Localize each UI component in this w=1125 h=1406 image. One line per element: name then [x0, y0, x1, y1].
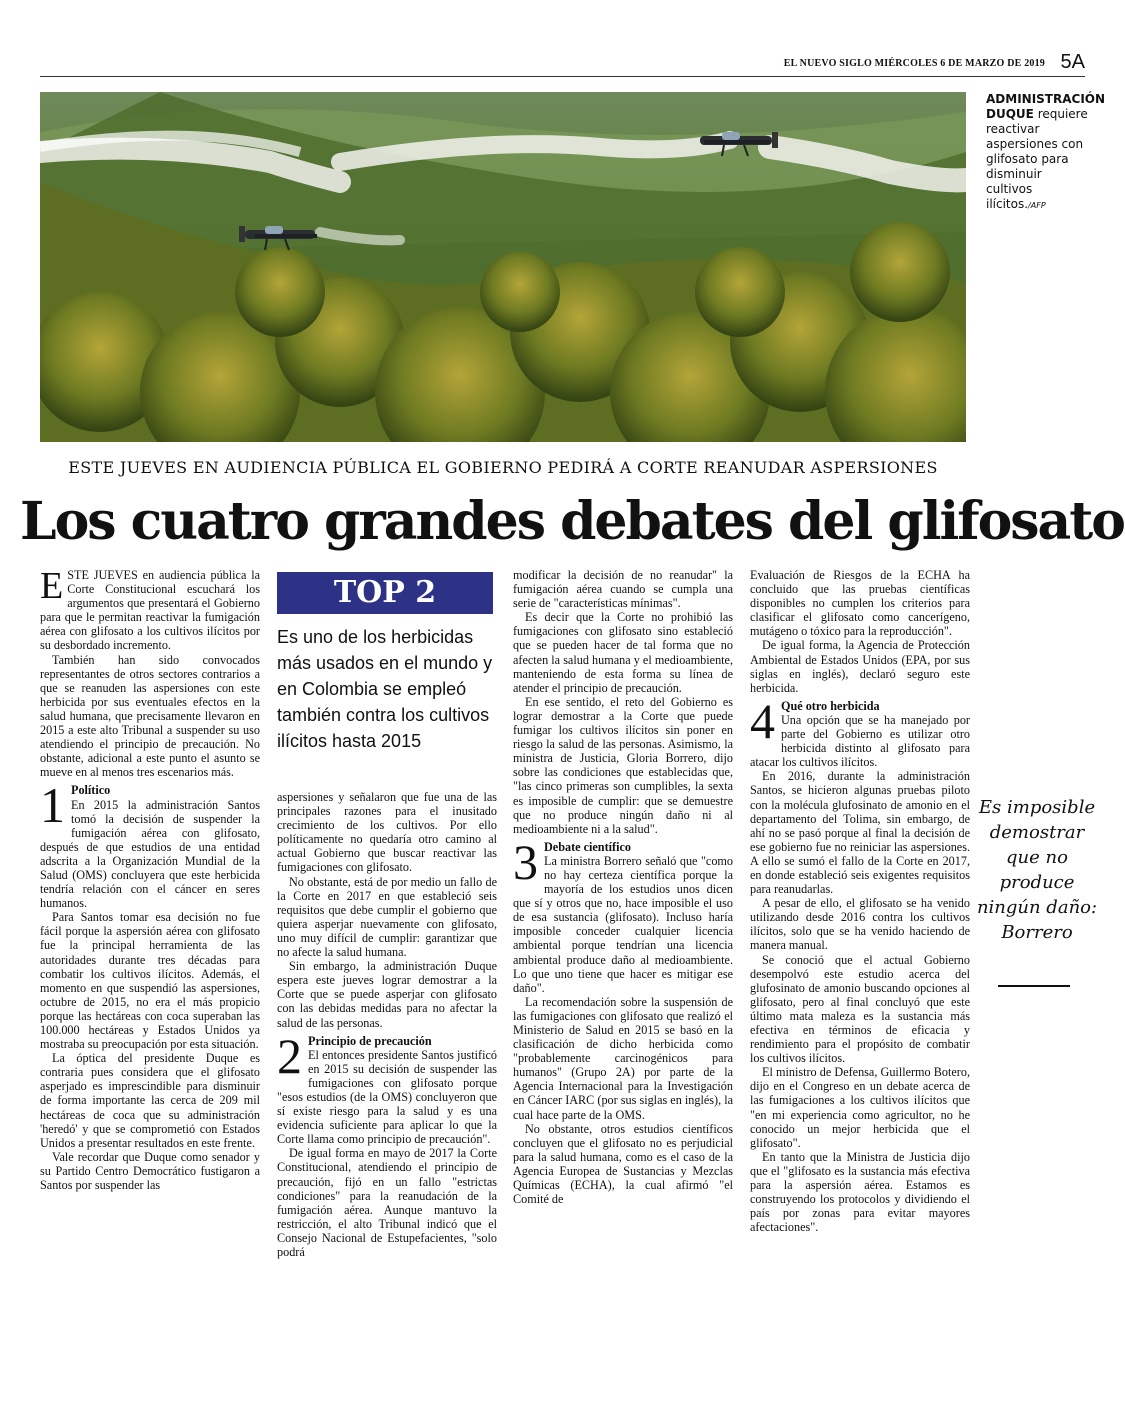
paragraph: En 2015 la administración Santos tomó la decisión de suspender la fumigación aérea con glifosato, después de que estudios de una entidad adscrita a la Organización Mundial de la Salud (OMS) concluyera que este herbicida tendría relación con el cáncer en seres humanos.	[40, 797, 260, 911]
photo-caption	[986, 92, 1106, 213]
paragraph: La recomendación sobre la suspensión de las fumigaciones con glifosato que realizó el Ministerio de Salud en 2015 se basó en la clasificación de dicho herbicida como "probablemente carcinogénicos para humanos" (Grupo 2A) por parte de la Agencia Internacional para la Investigación en Cáncer IARC (por sus siglas en inglés), la cual hace parte de la OMS.	[513, 994, 733, 1122]
intro-text: STE JUEVES en audiencia pública la Corte Constitucional escuchará los argumentos que presentará el Gobierno para que le permitan reactivar la fumigación aérea con glifosato a los cultivos ilícitos por su desbordado incremento.	[40, 568, 260, 653]
section-title: Debate científico	[544, 839, 631, 854]
aircraft-spraying-photo	[40, 92, 966, 442]
headline: Los cuatro grandes debates del glifosato	[20, 491, 1124, 552]
paragraph: No obstante, otros estudios científicos concluyen que el glifosato no es perjudicial para la salud humana, como es el caso de la Agencia Europea de Sustancias y Mezclas Químicas (ECHA), la cual afirmó "el Comité de	[513, 1121, 733, 1207]
paragraph: aspersiones y señalaron que fue una de las principales razones para el inusitado crecimiento de los cultivos. Por ello políticamente no quedaría otro camino al actual Gobierno que buscar reactivar las fumigaciones con glifosato.	[277, 790, 497, 875]
section-number: 4	[750, 692, 775, 749]
paragraph: Vale recordar que Duque como senador y su Partido Centro Democrático fustigaron a Santos por suspender las	[40, 1149, 260, 1193]
paragraph: A pesar de ello, el glifosato se ha venido utilizando desde 2016 contra los cultivos ilícitos, solo que se ha venido haciendo de manera manual.	[750, 896, 970, 953]
section-1	[40, 777, 260, 911]
paragraph: Sin embargo, la administración Duque espera este jueves lograr demostrar a la Corte que se puede asperjar con glifosato con las debidas medidas para no afectar la salud de las personas.	[277, 959, 497, 1030]
paragraph: La óptica del presidente Duque es contraria pues considera que el glifosato asperjado es imprescindible para disminuir de forma importante las cerca de 209 mil hectáreas de coca que su administración 'heredó' y que se comprometió con Estados Unidos a presentar resultados en este frente.	[40, 1051, 260, 1150]
page-number: 5A	[1060, 51, 1085, 73]
paper-date: EL NUEVO SIGLO MIÉRCOLES 6 DE MARZO DE 2019	[783, 58, 1045, 69]
paragraph: Es decir que la Corte no prohibió las fumigaciones con glifosato sino estableció que se pueden hacer de tal forma que no afecten la salud humana y el medioambiente, manteniendo de esta forma su línea de atender el principio de precaución.	[513, 610, 733, 695]
paragraph: El entonces presidente Santos justificó en 2015 su decisión de suspender las fumigaciones con glifosato porque "esos estudios (de la OMS) concluyeron que sí existe riesgo para la salud y es una evidencia suficiente para aplicar lo que la Corte llama como principio de precaución".	[277, 1047, 497, 1147]
pull-quote-rule	[998, 985, 1070, 987]
top2-badge: TOP 2	[277, 572, 493, 614]
paragraph: De igual forma en mayo de 2017 la Corte Constitucional, atendiendo el principio de precaución, fijó en un fallo "estrictas condiciones" para la reanudación de la fumigación aérea. Aunque mantuvo la restricción, el alto Tribunal indicó que el Consejo Nacional de Estupefacientes, "solo podrá	[277, 1146, 497, 1259]
paragraph: No obstante, está de por medio un fallo de la Corte en 2017 en que estableció seis requisitos que debe cumplir el gobierno que quiera asperjar nuevamente con glifosato, uno muy difícil de cumplir: garantizar que no afecte la salud humana.	[277, 874, 497, 960]
pull-quote: Es imposible demostrar que no produce ningún daño: Borrero	[976, 797, 1098, 943]
section-number: 3	[513, 833, 538, 890]
section-number: 2	[277, 1027, 302, 1084]
kicker: ESTE JUEVES EN AUDIENCIA PÚBLICA EL GOBIERNO PEDIRÁ A CORTE REANUDAR ASPERSIONES	[68, 458, 938, 477]
top2-text: Es uno de los herbicidas más usados en el mundo y en Colombia se empleó también contra los cultivos ilícitos hasta 2015	[277, 627, 493, 751]
section-number: 1	[40, 777, 65, 834]
paragraph: En 2016, durante la administración Santos, se hicieron algunas pruebas piloto con la molécula glufosinato de amonio en el departamento del Tolima, sin embargo, de ahí no se pasó porque al final la decisión de ese gobierno fue no reiniciar las aspersiones. A ello se sumó el fallo de la Corte en 2017, en donde estableció seis exigentes requisitos para reanudarlas.	[750, 769, 970, 897]
lead-photo	[40, 92, 966, 442]
section-title: Político	[71, 783, 111, 798]
column-3	[513, 568, 733, 1206]
paragraph: Para Santos tomar esa decisión no fue fácil porque la aspersión aérea con glifosato fue la principal herramienta de las autoridades durante tres décadas para combatir los cultivos ilícitos. Además, el momento en que suspendió las aspersiones, octubre de 2015, no era el más propicio porque las hectáreas con coca superaban las 100.000 hectáreas y Estados Unidos ya mostraba su preocupación por esta situación.	[40, 910, 260, 1052]
paragraph: También han sido convocados representantes de otros sectores contrarios a que se reanuden las aspersiones con este herbicida por sus eventuales efectos en la salud humana, que precisamente llevaron en 2015 a este alto Tribunal a suspender su uso atendiendo el principio de precaución. No obstante, adicional a este punto el asunto se mueve en al menos tres escenarios más.	[40, 652, 260, 780]
paragraph: Una opción que se ha manejado por parte del Gobierno es utilizar otro herbicida distinto al glifosato para atacar los cultivos ilícitos.	[750, 712, 970, 770]
drop-cap: E	[40, 565, 64, 607]
caption-text: requiere reactivar aspersiones con glifosato para disminuir cultivos ilícitos.	[986, 107, 1088, 211]
column-4	[750, 568, 970, 1234]
section-title: Qué otro herbicida	[781, 698, 880, 713]
masthead	[40, 52, 1085, 77]
paragraph: De igual forma, la Agencia de Protección Ambiental de Estados Unidos (EPA, por sus siglas en inglés), declaró seguro este herbicida.	[750, 638, 970, 695]
column-2	[277, 790, 497, 1259]
section-4	[750, 692, 970, 770]
paragraph: La ministra Borrero señaló que "como no hay certeza científica porque la mayoría de los estudios unos dicen que sí y otros que no, hace imposible el uso de esa sustancia (glifosato). Incluso haría imposible conceder cualquier licencia ambiental porque tendrían una licencia ambiental produce daño al medioambiente. Lo que uno tiene que hacer es mitigar ese daño".	[513, 853, 733, 995]
photo-credit: /AFP	[1028, 201, 1046, 210]
paragraph: modificar la decisión de no reanudar" la fumigación aérea cuando se cumpla una serie de "características mínimas".	[513, 568, 733, 611]
paragraph: Se conoció que el actual Gobierno desempolvó este estudio acerca del glufosinato de amonio buscando opciones al glifosato, pero al final concluyó que este último mata maleza es la sustancia más efectiva en términos de eficacia y rendimiento para el propósito de combatir los cultivos ilícitos.	[750, 952, 970, 1066]
paragraph: Evaluación de Riesgos de la ECHA ha concluido que las pruebas científicas disponibles no cumplen los criterios para clasificar el glifosato como cancerígeno, mutágeno o tóxico para la reproducción".	[750, 568, 970, 639]
paragraph: El ministro de Defensa, Guillermo Botero, dijo en el Congreso en un debate acerca de las fumigaciones a los cultivos ilícitos que "en mi experiencia como agricultor, no he conocido un mejor herbicida que el glifosato".	[750, 1065, 970, 1150]
paragraph: En ese sentido, el reto del Gobierno es lograr demostrar a la Corte que puede fumigar los cultivos ilícitos sin poner en riesgo la salud de las personas. Asimismo, la ministra de Justicia, Gloria Borrero, dijo sobre las condiciones que establecidas que, "las cinco primeras son cumplibles, la sexta es imposible de cumplir: que se demuestre que no produce ningún daño ni al medioambiente ni a la salud".	[513, 694, 733, 836]
column-1	[40, 565, 260, 1193]
intro-paragraph	[40, 565, 260, 653]
caption-lead: ADMINISTRACIÓN DUQUE	[986, 92, 1106, 121]
paragraph: En tanto que la Ministra de Justicia dijo que el "glifosato es la sustancia más efectiva para la aspersión aérea. Estamos es construyendo los protocolos y dividiendo el país por zonas para evitar mayores afectaciones".	[750, 1149, 970, 1235]
section-3	[513, 833, 733, 995]
section-2	[277, 1027, 497, 1147]
section-title: Principio de precaución	[308, 1033, 432, 1048]
